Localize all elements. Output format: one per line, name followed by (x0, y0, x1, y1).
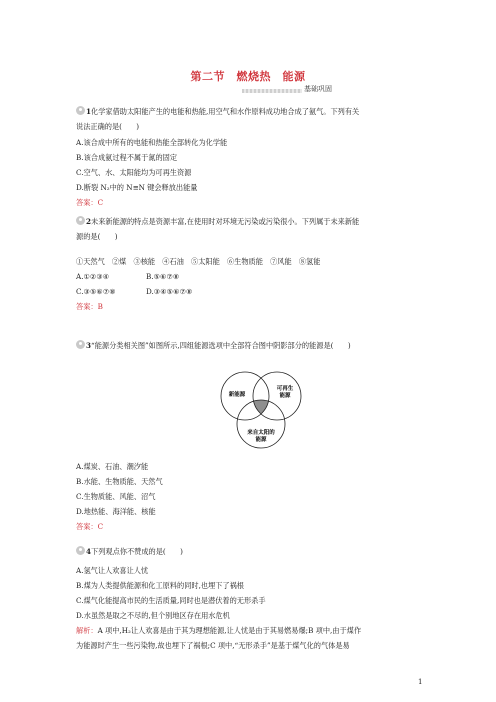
q3-option-a: A.煤炭、石油、潮汐能 (76, 462, 149, 471)
q1-option-b: B.该合成氨过程不属于氮的固定 (76, 153, 178, 162)
q4-stem (76, 546, 183, 557)
q4-option-b: B.煤为人类提供能源和化工原料的同时,也埋下了祸根 (76, 581, 244, 590)
q4-analysis-label: 解析： (76, 626, 98, 635)
q1-stem-b: 说法正确的是( ) (76, 122, 140, 131)
q2-option-a: A.①②③④ (76, 272, 110, 281)
energy-venn-diagram (213, 368, 309, 454)
q1-answer: 答案：C (76, 198, 104, 207)
q2-stem-a: 未来新能源的特点是资源丰富,在使用时对环境无污染或污染很小。下列属于未来新能 (91, 217, 360, 226)
q4-stem-text: 下列观点你不赞成的是( ) (91, 547, 183, 556)
q1-option-d: D.断裂 N₂中的 N≡N 键会释放出能量 (76, 183, 198, 192)
venn-label-new-energy: 新能源 (228, 392, 246, 398)
q4-number: 4 (86, 547, 92, 556)
q3-stem (76, 340, 351, 351)
q2-option-b: B.⑤⑥⑦⑧ (146, 272, 180, 281)
q3-option-c: C.生物质能、风能、沼气 (76, 492, 156, 501)
q3-number: 3 (86, 341, 92, 350)
q2-number: 2 (86, 217, 92, 226)
q3-option-d: D.地热能、海洋能、核能 (76, 507, 156, 516)
q4-analysis-a: A 项中,H₂让人欢喜是由于其为理想能源,让人忧是由于其易燃易爆;B 项中,由于煤作 (97, 626, 362, 635)
q1-option-c: C.空气、水、太阳能均为可再生资源 (76, 168, 192, 177)
q2-answer: 答案：B (76, 302, 103, 311)
question-bullet-icon (76, 340, 85, 349)
q2-stem-b: 源的是( ) (76, 232, 118, 241)
q1-stem (76, 106, 359, 117)
venn-label-renewable-b: 能源 (279, 393, 291, 399)
q3-answer: 答案：C (76, 522, 104, 531)
q2-option-c: C.③⑤⑥⑦⑧ (76, 287, 116, 296)
q4-analysis-line-1 (76, 626, 361, 636)
page-title: 第二节 燃烧热 能源 (190, 70, 306, 83)
venn-label-solar-a: 来自太阳的 (247, 430, 275, 436)
venn-label-renewable-a: 可再生 (276, 386, 294, 392)
question-bullet-icon (76, 546, 85, 555)
q4-option-d: D.水虽然是取之不尽的,但个别地区存在用水危机 (76, 611, 230, 620)
section-divider (242, 89, 302, 93)
q2-stem (76, 216, 359, 227)
venn-circle-renewable (253, 372, 301, 420)
q1-number: 1 (86, 107, 92, 116)
question-bullet-icon (76, 106, 85, 115)
q2-option-d: D.③④⑤⑥⑦⑧ (146, 287, 193, 296)
section-label: 基础巩固 (304, 85, 332, 93)
page-number: 1 (418, 678, 423, 686)
q4-option-a: A.氢气让人欢喜让人忧 (76, 566, 149, 575)
q1-option-a: A.该合成中所有的电能和热能全部转化为化学能 (76, 138, 228, 147)
q2-energy-list: ①天然气 ②煤 ③核能 ④石油 ⑤太阳能 ⑥生物质能 ⑦风能 ⑧氢能 (76, 257, 321, 266)
q4-option-c: C.煤气化能提高市民的生活质量,同时也是潜伏着的无形杀手 (76, 596, 266, 605)
q3-stem-text: “能源分类相关图”如图所示,四组能源选项中全部符合图中阴影部分的能源是( ) (91, 341, 351, 350)
q3-option-b: B.水能、生物质能、天然气 (76, 477, 163, 486)
question-bullet-icon (76, 216, 85, 225)
q4-analysis-line-2: 为能源时产生一些污染物,故也埋下了祸根;C 项中,“无形杀手”是基于煤气化的气体是易 (76, 641, 350, 650)
q1-stem-a: 化学家借助太阳能产生的电能和热能,用空气和水作原料成功地合成了氨气。下列有关 (91, 107, 360, 116)
venn-label-solar-b: 能源 (255, 437, 267, 443)
